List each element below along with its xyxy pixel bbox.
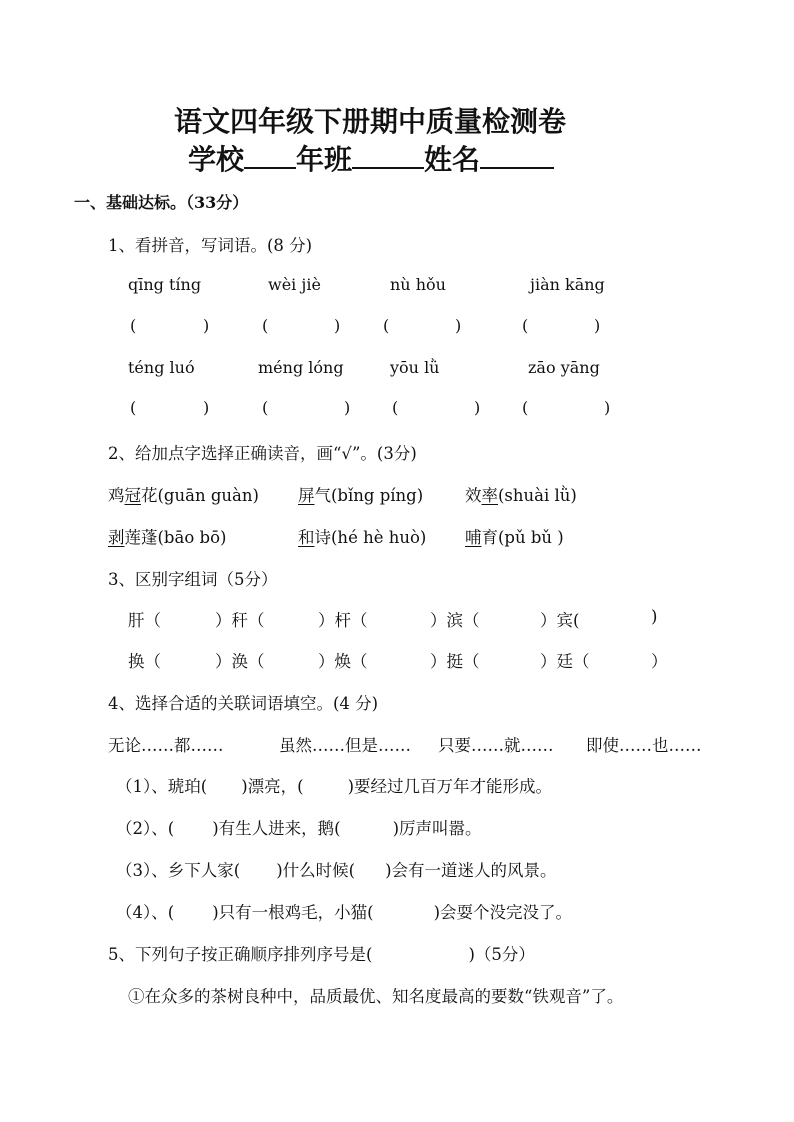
word-text: 花 [141, 486, 158, 505]
question-2-prompt: 2、给加点字选择正确读音，画“√”。(3分) [108, 444, 417, 463]
answer-paren-close: ) [604, 398, 611, 417]
sentence-part: )什么时候( [276, 861, 356, 880]
word-text: 效 [465, 486, 482, 505]
sentence-part: )只有一根鸡毛，小猫( [212, 903, 374, 922]
answer-paren-open: ( [262, 316, 269, 335]
answer-paren-close: ) [334, 316, 341, 335]
reading-choice-item [465, 524, 564, 548]
answer-paren-open: ( [383, 316, 390, 335]
reading-choice-item [298, 524, 426, 548]
conjunction-option: 虽然……但是…… [279, 736, 411, 755]
section-heading: 一、基础达标。（33分） [74, 193, 249, 212]
pinyin-item: wèi jiè [268, 275, 321, 294]
prompt-part: )（5分） [468, 945, 535, 964]
class-label: 年班 [296, 143, 353, 176]
answer-paren-open: ( [522, 398, 529, 417]
pinyin-item: téng luó [128, 358, 195, 377]
word-text: 育 [481, 528, 498, 547]
pinyin-item: zāo yāng [528, 358, 600, 377]
reading-choice-item [108, 524, 226, 548]
exam-title: 语文四年级下册期中质量检测卷 [173, 105, 566, 138]
char-group-part: ) [651, 607, 658, 626]
sentence-part: )会有一道迷人的风景。 [385, 861, 557, 880]
char-group-part: ）挺（ [430, 652, 480, 671]
marked-character: 冠 [124, 486, 141, 505]
conjunction-option: 只要……就…… [438, 736, 554, 755]
char-group-part: ）廷（ [540, 652, 590, 671]
marked-character: 和 [298, 528, 315, 547]
reading-choice-item [298, 482, 423, 506]
char-group-part: 肝（ [128, 611, 161, 630]
school-blank[interactable] [244, 141, 296, 169]
fill-sentence [116, 857, 557, 881]
pronunciation-options[interactable]: (pǔ bǔ ) [498, 528, 564, 547]
pronunciation-options[interactable]: (guān guàn) [157, 486, 259, 505]
answer-paren-open: ( [392, 398, 399, 417]
sentence-part: )会耍个没完没了。 [433, 903, 572, 922]
sentence-part: )漂亮，( [241, 777, 304, 796]
answer-paren-close: ) [203, 316, 210, 335]
fill-sentence [116, 899, 572, 923]
school-label: 学校 [188, 143, 245, 176]
sentence-part: )有生人进来，鹅( [212, 819, 341, 838]
pinyin-item: méng lóng [258, 358, 344, 377]
sentence-part: （3）、乡下人家( [116, 861, 241, 880]
char-group-part: ）滨（ [430, 611, 480, 630]
question-1-prompt: 1、看拼音，写词语。(8 分) [108, 236, 313, 255]
answer-paren-close: ) [474, 398, 481, 417]
name-label: 姓名 [424, 143, 481, 176]
sentence-part: )要经过几百万年才能形成。 [347, 777, 552, 796]
sentence-part: （2）、( [116, 819, 175, 838]
char-group-part: ）杆（ [318, 611, 368, 630]
sentence-part: )厉声叫嚣。 [392, 819, 482, 838]
char-group-part: ）焕（ [318, 652, 368, 671]
char-group-part: ）涣（ [215, 652, 265, 671]
marked-character: 哺 [465, 528, 482, 547]
pronunciation-options[interactable]: (hé hè huò) [331, 528, 427, 547]
marked-character: 屏 [298, 486, 315, 505]
char-group-part: ）宾( [540, 611, 580, 630]
pinyin-item: qīng tíng [128, 275, 202, 294]
sentence-part: （4）、( [116, 903, 175, 922]
char-group-part: ） [651, 652, 668, 671]
answer-paren-open: ( [262, 398, 269, 417]
pronunciation-options[interactable]: (bǐng píng) [331, 486, 424, 505]
prompt-part: 5、下列句子按正确顺序排列序号是( [108, 945, 373, 964]
question-3-prompt: 3、区别字组词（5分） [108, 570, 278, 589]
class-blank[interactable] [352, 141, 424, 169]
word-text: 鸡 [108, 486, 125, 505]
answer-paren-close: ) [203, 398, 210, 417]
question-4-prompt: 4、选择合适的关联词语填空。(4 分) [108, 694, 379, 713]
word-text: 莲蓬 [124, 528, 158, 547]
question-5-prompt [108, 941, 535, 965]
answer-paren-open: ( [130, 398, 137, 417]
sentence-part: （1）、琥珀( [116, 777, 208, 796]
marked-character: 率 [481, 486, 498, 505]
conjunction-option: 无论……都…… [108, 736, 224, 755]
pinyin-item: yōu lǜ [390, 358, 440, 377]
char-group-part: 换（ [128, 652, 161, 671]
answer-paren-close: ) [344, 398, 351, 417]
reading-choice-item [465, 482, 577, 506]
answer-paren-close: ) [455, 316, 462, 335]
pinyin-item: nù hǒu [390, 275, 446, 294]
word-text: 诗 [314, 528, 331, 547]
pronunciation-options[interactable]: (bāo bō) [157, 528, 227, 547]
answer-paren-open: ( [130, 316, 137, 335]
fill-sentence [116, 815, 482, 839]
reading-choice-item [108, 482, 259, 506]
pronunciation-options[interactable]: (shuài lǜ) [498, 486, 577, 505]
name-blank[interactable] [480, 141, 554, 169]
sentence-1: ①在众多的茶树良种中，品质最优、知名度最高的要数“铁观音”了。 [128, 987, 624, 1006]
answer-paren-close: ) [594, 316, 601, 335]
student-info-line [188, 138, 554, 178]
marked-character: 剥 [108, 528, 125, 547]
fill-sentence [116, 773, 552, 797]
answer-paren-open: ( [522, 316, 529, 335]
pinyin-item: jiàn kāng [530, 275, 605, 294]
conjunction-option: 即使……也…… [586, 736, 702, 755]
word-text: 气 [314, 486, 331, 505]
char-group-part: ）秆（ [215, 611, 265, 630]
